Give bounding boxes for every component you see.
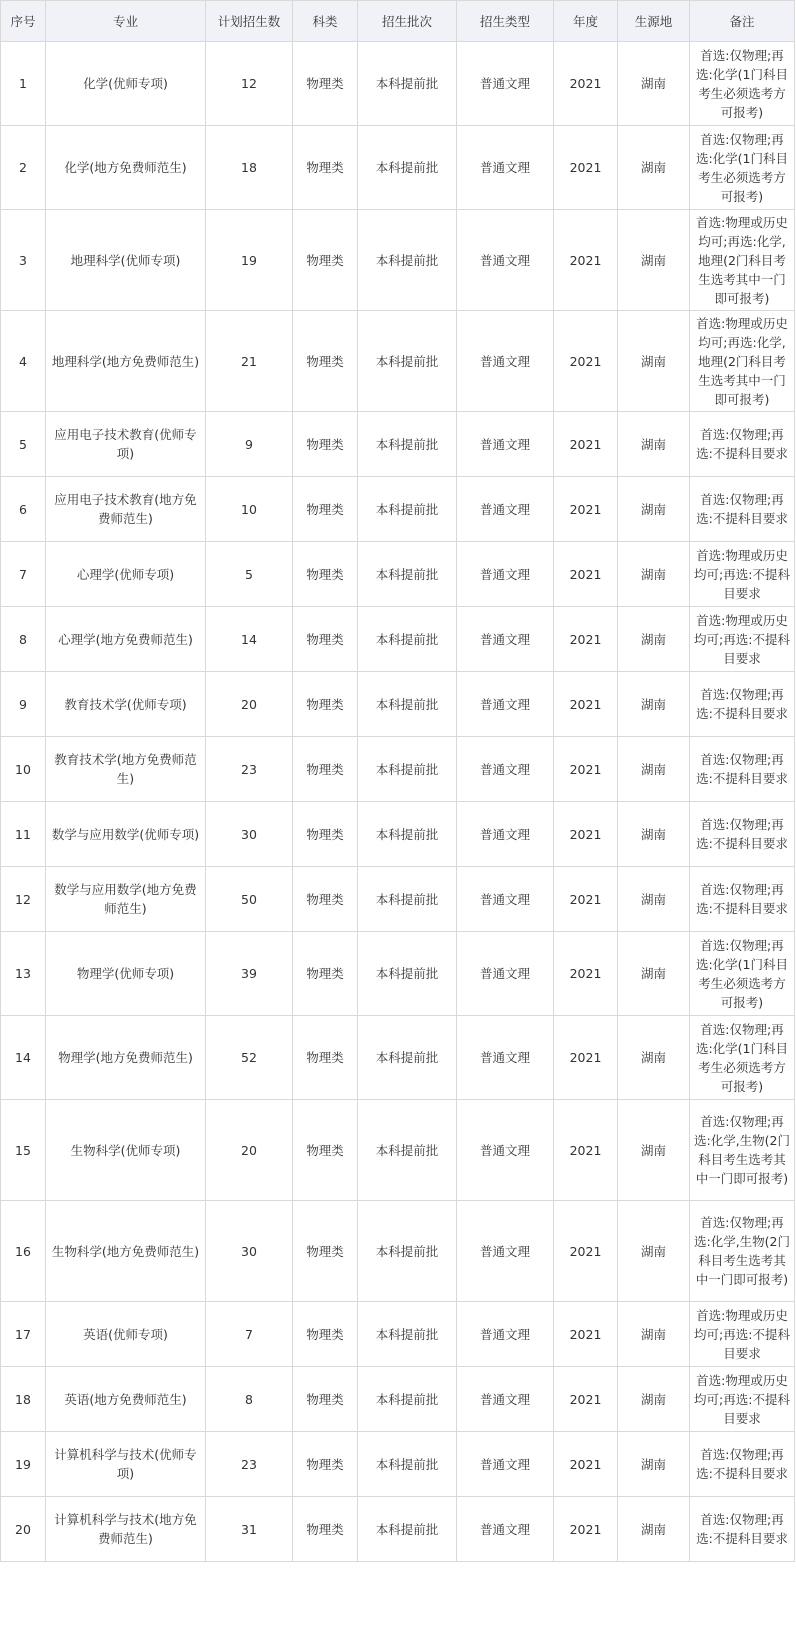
cell-subject-category: 物理类 xyxy=(293,42,358,126)
cell-subject-category: 物理类 xyxy=(293,1497,358,1562)
cell-year: 2021 xyxy=(554,1100,618,1201)
cell-remark: 首选:仅物理;再选:化学(1门科目考生必须选考方可报考) xyxy=(690,1016,795,1100)
cell-enroll-type: 普通文理 xyxy=(457,1016,554,1100)
cell-year: 2021 xyxy=(554,932,618,1016)
cell-plan-count: 30 xyxy=(206,802,293,867)
cell-remark: 首选:仅物理;再选:不提科目要求 xyxy=(690,1432,795,1497)
cell-origin: 湖南 xyxy=(618,210,690,311)
table-header xyxy=(1,1,795,42)
cell-origin: 湖南 xyxy=(618,1302,690,1367)
cell-major: 英语(优师专项) xyxy=(46,1302,206,1367)
cell-subject-category: 物理类 xyxy=(293,607,358,672)
cell-enroll-type: 普通文理 xyxy=(457,1100,554,1201)
table-row xyxy=(1,42,795,126)
cell-batch: 本科提前批 xyxy=(358,1016,457,1100)
cell-plan-count: 8 xyxy=(206,1367,293,1432)
cell-major: 生物科学(优师专项) xyxy=(46,1100,206,1201)
table-row xyxy=(1,867,795,932)
cell-origin: 湖南 xyxy=(618,867,690,932)
cell-origin: 湖南 xyxy=(618,126,690,210)
cell-plan-count: 39 xyxy=(206,932,293,1016)
cell-major: 生物科学(地方免费师范生) xyxy=(46,1201,206,1302)
cell-enroll-type: 普通文理 xyxy=(457,1367,554,1432)
header-origin: 生源地 xyxy=(618,1,690,42)
cell-plan-count: 20 xyxy=(206,1100,293,1201)
cell-year: 2021 xyxy=(554,477,618,542)
cell-year: 2021 xyxy=(554,607,618,672)
cell-subject-category: 物理类 xyxy=(293,1432,358,1497)
cell-year: 2021 xyxy=(554,1201,618,1302)
cell-major: 心理学(优师专项) xyxy=(46,542,206,607)
cell-plan-count: 7 xyxy=(206,1302,293,1367)
header-subject-category: 科类 xyxy=(293,1,358,42)
table-row xyxy=(1,412,795,477)
cell-plan-count: 19 xyxy=(206,210,293,311)
cell-year: 2021 xyxy=(554,802,618,867)
table-row xyxy=(1,126,795,210)
cell-remark: 首选:仅物理;再选:不提科目要求 xyxy=(690,477,795,542)
cell-enroll-type: 普通文理 xyxy=(457,477,554,542)
cell-plan-count: 18 xyxy=(206,126,293,210)
header-major: 专业 xyxy=(46,1,206,42)
cell-batch: 本科提前批 xyxy=(358,311,457,412)
cell-subject-category: 物理类 xyxy=(293,1016,358,1100)
cell-year: 2021 xyxy=(554,1016,618,1100)
cell-batch: 本科提前批 xyxy=(358,210,457,311)
cell-origin: 湖南 xyxy=(618,802,690,867)
table-row xyxy=(1,1497,795,1562)
cell-serial: 4 xyxy=(1,311,46,412)
cell-enroll-type: 普通文理 xyxy=(457,1302,554,1367)
cell-year: 2021 xyxy=(554,1367,618,1432)
cell-major: 计算机科学与技术(地方免费师范生) xyxy=(46,1497,206,1562)
cell-origin: 湖南 xyxy=(618,932,690,1016)
cell-subject-category: 物理类 xyxy=(293,932,358,1016)
cell-year: 2021 xyxy=(554,672,618,737)
cell-plan-count: 31 xyxy=(206,1497,293,1562)
cell-major: 化学(地方免费师范生) xyxy=(46,126,206,210)
table-row xyxy=(1,477,795,542)
cell-plan-count: 23 xyxy=(206,737,293,802)
table-row xyxy=(1,1201,795,1302)
cell-enroll-type: 普通文理 xyxy=(457,867,554,932)
cell-plan-count: 50 xyxy=(206,867,293,932)
header-plan-count: 计划招生数 xyxy=(206,1,293,42)
cell-remark: 首选:物理或历史均可;再选:不提科目要求 xyxy=(690,1367,795,1432)
cell-year: 2021 xyxy=(554,1432,618,1497)
cell-origin: 湖南 xyxy=(618,477,690,542)
cell-major: 地理科学(优师专项) xyxy=(46,210,206,311)
header-year: 年度 xyxy=(554,1,618,42)
cell-major: 教育技术学(优师专项) xyxy=(46,672,206,737)
cell-plan-count: 20 xyxy=(206,672,293,737)
cell-major: 物理学(优师专项) xyxy=(46,932,206,1016)
cell-batch: 本科提前批 xyxy=(358,1497,457,1562)
cell-serial: 6 xyxy=(1,477,46,542)
cell-batch: 本科提前批 xyxy=(358,802,457,867)
cell-batch: 本科提前批 xyxy=(358,607,457,672)
cell-year: 2021 xyxy=(554,737,618,802)
cell-origin: 湖南 xyxy=(618,607,690,672)
cell-batch: 本科提前批 xyxy=(358,1302,457,1367)
cell-serial: 17 xyxy=(1,1302,46,1367)
cell-subject-category: 物理类 xyxy=(293,477,358,542)
table-row xyxy=(1,932,795,1016)
cell-batch: 本科提前批 xyxy=(358,1201,457,1302)
cell-origin: 湖南 xyxy=(618,737,690,802)
cell-enroll-type: 普通文理 xyxy=(457,672,554,737)
table-row xyxy=(1,210,795,311)
cell-subject-category: 物理类 xyxy=(293,737,358,802)
header-enroll-type: 招生类型 xyxy=(457,1,554,42)
cell-enroll-type: 普通文理 xyxy=(457,1497,554,1562)
cell-batch: 本科提前批 xyxy=(358,542,457,607)
cell-subject-category: 物理类 xyxy=(293,412,358,477)
cell-serial: 15 xyxy=(1,1100,46,1201)
cell-batch: 本科提前批 xyxy=(358,42,457,126)
cell-remark: 首选:仅物理;再选:不提科目要求 xyxy=(690,737,795,802)
cell-enroll-type: 普通文理 xyxy=(457,126,554,210)
table-body xyxy=(1,42,795,1562)
cell-enroll-type: 普通文理 xyxy=(457,542,554,607)
table-row xyxy=(1,1302,795,1367)
table-row xyxy=(1,1016,795,1100)
cell-serial: 10 xyxy=(1,737,46,802)
cell-year: 2021 xyxy=(554,1302,618,1367)
cell-plan-count: 10 xyxy=(206,477,293,542)
cell-origin: 湖南 xyxy=(618,1016,690,1100)
cell-year: 2021 xyxy=(554,542,618,607)
cell-subject-category: 物理类 xyxy=(293,1201,358,1302)
cell-enroll-type: 普通文理 xyxy=(457,802,554,867)
table-row xyxy=(1,542,795,607)
cell-year: 2021 xyxy=(554,42,618,126)
cell-subject-category: 物理类 xyxy=(293,1367,358,1432)
cell-year: 2021 xyxy=(554,210,618,311)
table-row xyxy=(1,1432,795,1497)
header-serial: 序号 xyxy=(1,1,46,42)
header-row xyxy=(1,1,795,42)
cell-enroll-type: 普通文理 xyxy=(457,607,554,672)
cell-origin: 湖南 xyxy=(618,412,690,477)
cell-subject-category: 物理类 xyxy=(293,542,358,607)
cell-major: 地理科学(地方免费师范生) xyxy=(46,311,206,412)
cell-year: 2021 xyxy=(554,311,618,412)
cell-remark: 首选:物理或历史均可;再选:化学,地理(2门科目考生选考其中一门即可报考) xyxy=(690,311,795,412)
cell-origin: 湖南 xyxy=(618,311,690,412)
cell-major: 物理学(地方免费师范生) xyxy=(46,1016,206,1100)
cell-serial: 16 xyxy=(1,1201,46,1302)
cell-plan-count: 23 xyxy=(206,1432,293,1497)
cell-serial: 5 xyxy=(1,412,46,477)
cell-batch: 本科提前批 xyxy=(358,672,457,737)
cell-remark: 首选:仅物理;再选:不提科目要求 xyxy=(690,1497,795,1562)
cell-serial: 7 xyxy=(1,542,46,607)
cell-major: 英语(地方免费师范生) xyxy=(46,1367,206,1432)
cell-batch: 本科提前批 xyxy=(358,126,457,210)
table-row xyxy=(1,607,795,672)
cell-batch: 本科提前批 xyxy=(358,1367,457,1432)
cell-year: 2021 xyxy=(554,867,618,932)
cell-subject-category: 物理类 xyxy=(293,126,358,210)
table-row xyxy=(1,737,795,802)
cell-serial: 9 xyxy=(1,672,46,737)
cell-major: 心理学(地方免费师范生) xyxy=(46,607,206,672)
cell-year: 2021 xyxy=(554,412,618,477)
cell-serial: 20 xyxy=(1,1497,46,1562)
cell-subject-category: 物理类 xyxy=(293,672,358,737)
cell-batch: 本科提前批 xyxy=(358,1432,457,1497)
cell-plan-count: 12 xyxy=(206,42,293,126)
cell-enroll-type: 普通文理 xyxy=(457,932,554,1016)
cell-origin: 湖南 xyxy=(618,1432,690,1497)
cell-batch: 本科提前批 xyxy=(358,1100,457,1201)
cell-major: 数学与应用数学(地方免费师范生) xyxy=(46,867,206,932)
cell-subject-category: 物理类 xyxy=(293,802,358,867)
cell-plan-count: 21 xyxy=(206,311,293,412)
cell-batch: 本科提前批 xyxy=(358,477,457,542)
cell-plan-count: 5 xyxy=(206,542,293,607)
cell-serial: 1 xyxy=(1,42,46,126)
cell-major: 应用电子技术教育(地方免费师范生) xyxy=(46,477,206,542)
cell-subject-category: 物理类 xyxy=(293,1100,358,1201)
cell-major: 教育技术学(地方免费师范生) xyxy=(46,737,206,802)
cell-enroll-type: 普通文理 xyxy=(457,1201,554,1302)
cell-remark: 首选:仅物理;再选:化学,生物(2门科目考生选考其中一门即可报考) xyxy=(690,1100,795,1201)
cell-major: 数学与应用数学(优师专项) xyxy=(46,802,206,867)
cell-major: 应用电子技术教育(优师专项) xyxy=(46,412,206,477)
cell-origin: 湖南 xyxy=(618,1201,690,1302)
cell-subject-category: 物理类 xyxy=(293,1302,358,1367)
cell-serial: 19 xyxy=(1,1432,46,1497)
cell-enroll-type: 普通文理 xyxy=(457,311,554,412)
cell-origin: 湖南 xyxy=(618,672,690,737)
cell-batch: 本科提前批 xyxy=(358,867,457,932)
cell-plan-count: 30 xyxy=(206,1201,293,1302)
cell-remark: 首选:物理或历史均可;再选:不提科目要求 xyxy=(690,607,795,672)
cell-batch: 本科提前批 xyxy=(358,737,457,802)
header-batch: 招生批次 xyxy=(358,1,457,42)
cell-remark: 首选:仅物理;再选:不提科目要求 xyxy=(690,867,795,932)
cell-subject-category: 物理类 xyxy=(293,311,358,412)
cell-serial: 8 xyxy=(1,607,46,672)
cell-origin: 湖南 xyxy=(618,42,690,126)
cell-enroll-type: 普通文理 xyxy=(457,42,554,126)
cell-major: 化学(优师专项) xyxy=(46,42,206,126)
cell-remark: 首选:仅物理;再选:化学(1门科目考生必须选考方可报考) xyxy=(690,42,795,126)
cell-remark: 首选:仅物理;再选:不提科目要求 xyxy=(690,412,795,477)
cell-remark: 首选:仅物理;再选:化学(1门科目考生必须选考方可报考) xyxy=(690,126,795,210)
cell-enroll-type: 普通文理 xyxy=(457,1432,554,1497)
cell-serial: 12 xyxy=(1,867,46,932)
cell-batch: 本科提前批 xyxy=(358,412,457,477)
header-remark: 备注 xyxy=(690,1,795,42)
cell-enroll-type: 普通文理 xyxy=(457,210,554,311)
cell-year: 2021 xyxy=(554,1497,618,1562)
cell-origin: 湖南 xyxy=(618,1100,690,1201)
table-row xyxy=(1,802,795,867)
cell-origin: 湖南 xyxy=(618,1497,690,1562)
cell-enroll-type: 普通文理 xyxy=(457,412,554,477)
cell-remark: 首选:仅物理;再选:不提科目要求 xyxy=(690,672,795,737)
cell-serial: 3 xyxy=(1,210,46,311)
cell-serial: 2 xyxy=(1,126,46,210)
cell-plan-count: 14 xyxy=(206,607,293,672)
cell-origin: 湖南 xyxy=(618,1367,690,1432)
cell-remark: 首选:仅物理;再选:化学(1门科目考生必须选考方可报考) xyxy=(690,932,795,1016)
cell-serial: 13 xyxy=(1,932,46,1016)
cell-major: 计算机科学与技术(优师专项) xyxy=(46,1432,206,1497)
cell-remark: 首选:物理或历史均可;再选:不提科目要求 xyxy=(690,1302,795,1367)
table-row xyxy=(1,1100,795,1201)
cell-batch: 本科提前批 xyxy=(358,932,457,1016)
cell-enroll-type: 普通文理 xyxy=(457,737,554,802)
cell-remark: 首选:仅物理;再选:不提科目要求 xyxy=(690,802,795,867)
table-row xyxy=(1,672,795,737)
cell-serial: 11 xyxy=(1,802,46,867)
cell-serial: 14 xyxy=(1,1016,46,1100)
cell-subject-category: 物理类 xyxy=(293,210,358,311)
cell-serial: 18 xyxy=(1,1367,46,1432)
cell-remark: 首选:仅物理;再选:化学,生物(2门科目考生选考其中一门即可报考) xyxy=(690,1201,795,1302)
cell-remark: 首选:物理或历史均可;再选:化学,地理(2门科目考生选考其中一门即可报考) xyxy=(690,210,795,311)
cell-subject-category: 物理类 xyxy=(293,867,358,932)
table-row xyxy=(1,311,795,412)
cell-year: 2021 xyxy=(554,126,618,210)
cell-plan-count: 52 xyxy=(206,1016,293,1100)
table-row xyxy=(1,1367,795,1432)
cell-origin: 湖南 xyxy=(618,542,690,607)
cell-remark: 首选:物理或历史均可;再选:不提科目要求 xyxy=(690,542,795,607)
cell-plan-count: 9 xyxy=(206,412,293,477)
